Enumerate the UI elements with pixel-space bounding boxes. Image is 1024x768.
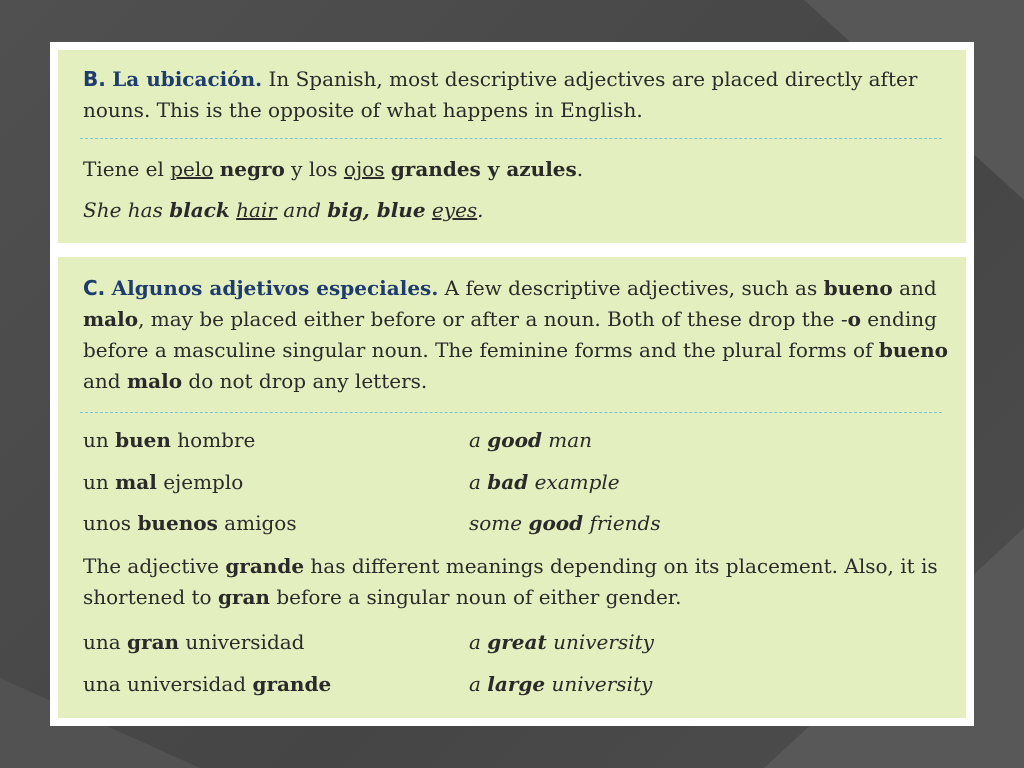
- bold-word: malo: [126, 369, 183, 393]
- text-segment: some: [469, 511, 529, 535]
- section-b-intro: [83, 64, 953, 126]
- content-sheet: [50, 42, 974, 726]
- text-segment: un: [83, 470, 116, 494]
- text-segment: university: [545, 672, 653, 696]
- text-segment: university: [546, 630, 654, 654]
- example-english-sentence: [83, 195, 953, 226]
- example-row: [83, 669, 943, 700]
- text-segment: a: [469, 470, 488, 494]
- bold-word: good: [487, 428, 542, 452]
- english-translation: [469, 425, 592, 456]
- spanish-phrase: [83, 425, 255, 456]
- bold-word: buen: [115, 428, 171, 452]
- bold-word: buenos: [137, 511, 218, 535]
- text-segment: una universidad: [83, 672, 253, 696]
- example-row: [83, 508, 943, 539]
- bold-adjective: black: [169, 198, 230, 222]
- text-segment: un: [83, 428, 116, 452]
- text-segment: and: [276, 198, 328, 222]
- text-segment: man: [541, 428, 593, 452]
- bold-adjective: big, blue: [327, 198, 426, 222]
- text-segment: friends: [583, 511, 661, 535]
- text-segment: .: [576, 157, 584, 181]
- text-segment: has different meanings depending on its placement. Also, it is shortened to: [83, 554, 938, 609]
- underlined-noun: hair: [236, 198, 277, 222]
- section-b-divider: [80, 138, 942, 139]
- example-row: [83, 627, 943, 658]
- bold-word: bad: [487, 470, 529, 494]
- section-c-divider: [80, 412, 942, 413]
- bold-adjective: grandes y azules: [390, 157, 577, 181]
- text-segment: and: [83, 369, 127, 393]
- example-row: [83, 467, 943, 498]
- example-row: [83, 425, 943, 456]
- bold-word: mal: [115, 470, 157, 494]
- bold-word: good: [528, 511, 584, 535]
- grande-note: [83, 551, 953, 613]
- english-translation: [469, 627, 654, 658]
- bold-adjective: negro: [219, 157, 285, 181]
- english-translation: [469, 467, 620, 498]
- text-segment: hombre: [170, 428, 256, 452]
- section-b-panel: [58, 50, 966, 243]
- bold-word: large: [487, 672, 546, 696]
- text-segment: She has: [83, 198, 170, 222]
- section-b-title: La ubicación.: [112, 67, 263, 91]
- spanish-phrase: [83, 508, 297, 539]
- text-segment: a: [469, 630, 488, 654]
- text-segment: The adjective: [83, 554, 226, 578]
- bold-word: grande: [225, 554, 305, 578]
- bold-word: bueno: [823, 276, 893, 300]
- bold-word: o: [847, 307, 861, 331]
- underlined-noun: pelo: [170, 157, 214, 181]
- section-b-letter: B.: [83, 67, 106, 91]
- text-segment: before a singular noun of either gender.: [269, 585, 682, 609]
- text-segment: ejemplo: [156, 470, 244, 494]
- text-segment: .: [477, 198, 484, 222]
- section-b-intro-text: In Spanish, most descriptive adjectives are placed directly after nouns. This is the opposite of what happens in English.: [83, 67, 918, 122]
- bold-word: malo: [83, 307, 139, 331]
- section-c-intro: [83, 273, 953, 397]
- spanish-phrase: [83, 669, 331, 700]
- text-segment: A few descriptive adjectives, such as: [444, 276, 824, 300]
- section-c-title: Algunos adjetivos especiales.: [111, 276, 439, 300]
- text-segment: and: [892, 276, 937, 300]
- text-segment: do not drop any letters.: [182, 369, 428, 393]
- section-c-panel: [58, 257, 966, 718]
- text-segment: una: [83, 630, 128, 654]
- bold-word: gran: [127, 630, 180, 654]
- english-translation: [469, 508, 661, 539]
- text-segment: universidad: [179, 630, 305, 654]
- bold-word: grande: [252, 672, 332, 696]
- underlined-noun: eyes: [431, 198, 478, 222]
- text-segment: a: [469, 672, 488, 696]
- text-segment: a: [469, 428, 488, 452]
- text-segment: amigos: [217, 511, 297, 535]
- bold-word: gran: [217, 585, 270, 609]
- spanish-phrase: [83, 627, 304, 658]
- example-spanish-sentence: [83, 154, 953, 185]
- english-translation: [469, 669, 652, 700]
- text-segment: Tiene el: [83, 157, 171, 181]
- bold-word: bueno: [878, 338, 948, 362]
- underlined-noun: ojos: [343, 157, 385, 181]
- text-segment: ending before a masculine singular noun. The feminine forms and the plural forms of: [83, 307, 937, 362]
- bold-word: great: [487, 630, 547, 654]
- text-segment: y los: [284, 157, 344, 181]
- spanish-phrase: [83, 467, 243, 498]
- text-segment: unos: [83, 511, 138, 535]
- text-segment: , may be placed either before or after a noun. Both of these drop the -: [138, 307, 848, 331]
- text-segment: example: [528, 470, 620, 494]
- section-c-letter: C.: [83, 276, 106, 300]
